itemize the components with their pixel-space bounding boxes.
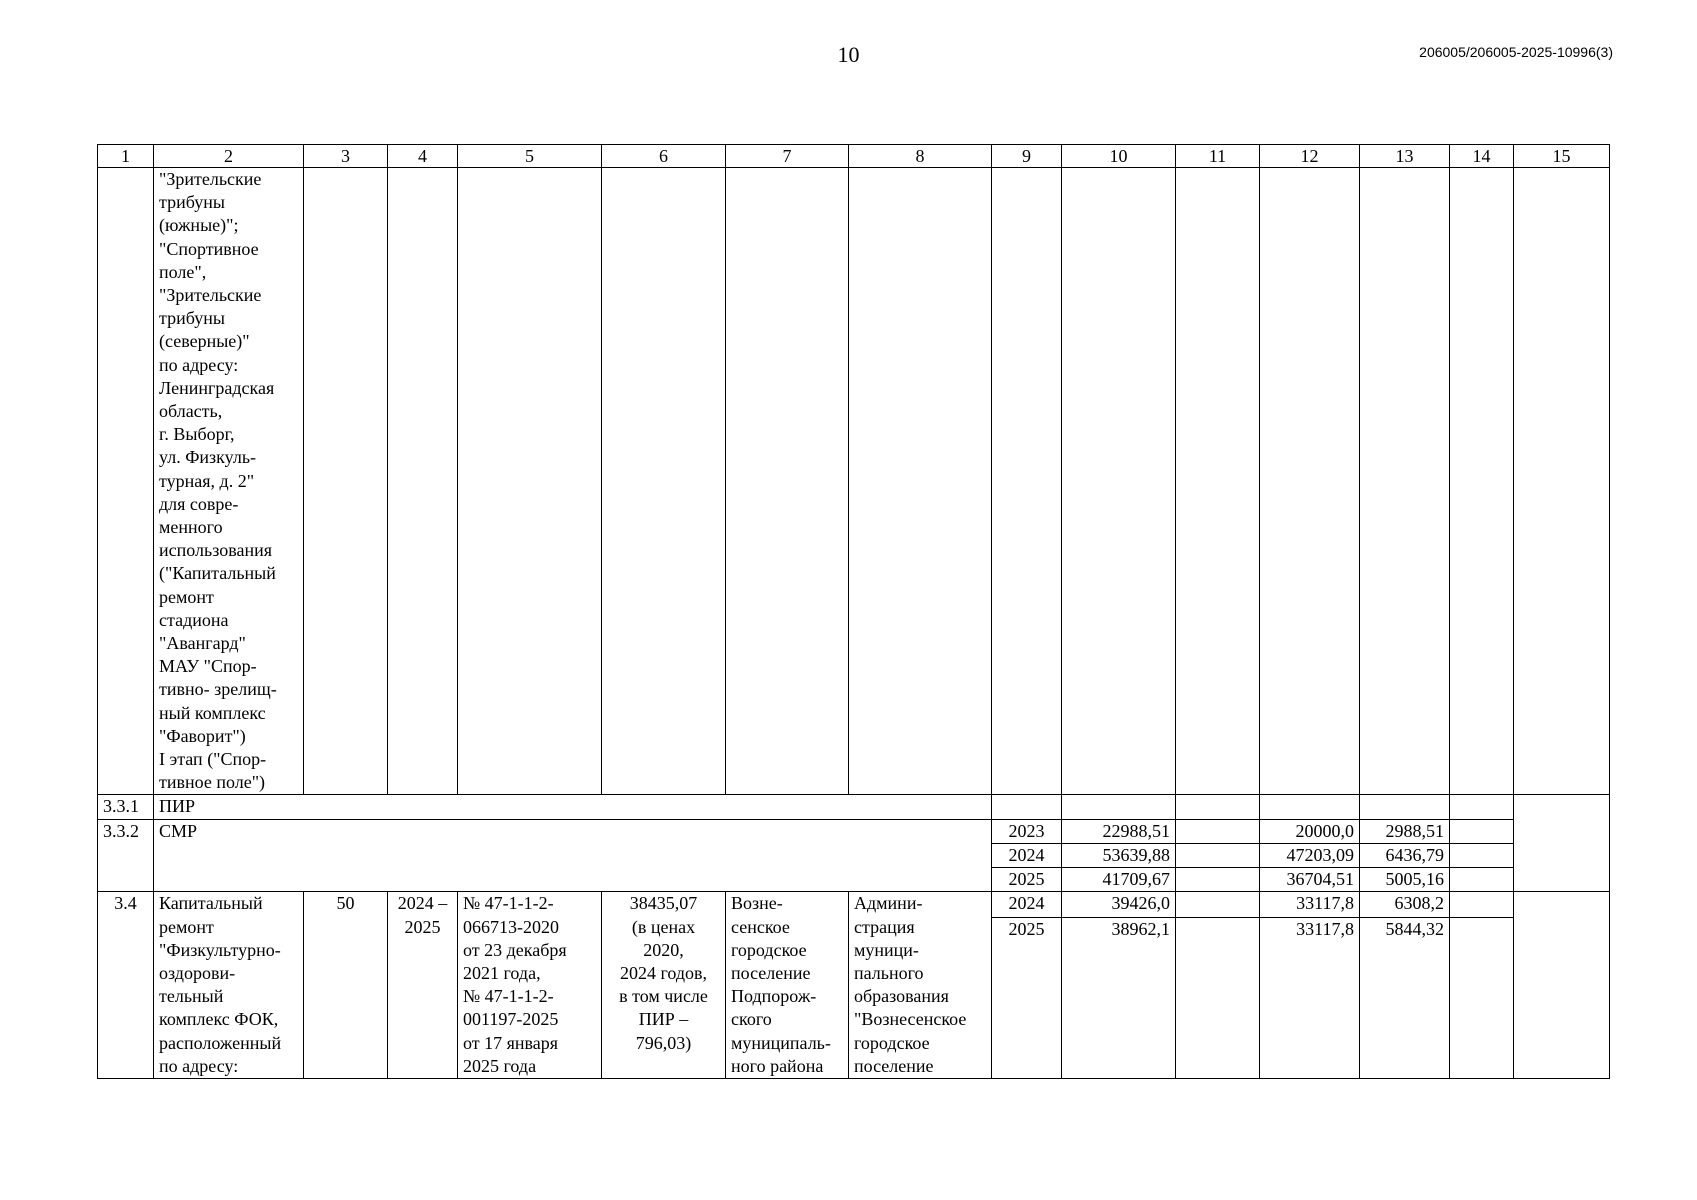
column-number: 2: [154, 145, 304, 168]
value-cell: [1176, 819, 1260, 843]
empty-cell: [849, 168, 992, 795]
value-cell: [1360, 795, 1450, 819]
table-row-331: [98, 795, 1610, 819]
empty-cell: [1514, 892, 1610, 1079]
column-number: 11: [1176, 145, 1260, 168]
column-number: 6: [602, 145, 726, 168]
object-name-cell: "Зрительские трибуны (южные)"; "Спортивное поле", "Зрительские трибуны (северные)" по адресу: Ленинградская область, г. Выборг, ул. Физкуль- турная, д. 2" для совре- менного использования ("Капитальный ремонт стадиона "Авангард" МАУ "Спор- тивно- зрелищ- ный комплекс "Фаворит") I этап ("Спор- тивное поле"): [154, 168, 304, 795]
value-cell-12: 36704,51: [1260, 868, 1360, 892]
empty-cell: [602, 168, 726, 795]
value-cell-3: 50: [304, 892, 388, 1079]
value-cell: [1450, 795, 1514, 819]
table-row-34-2024: [98, 892, 1610, 918]
column-number: 5: [458, 145, 602, 168]
row-number-cell: 3.4: [98, 892, 154, 1079]
empty-cell: [388, 168, 458, 795]
empty-cell: [1514, 168, 1610, 795]
empty-cell: [1514, 795, 1610, 892]
column-number: 9: [992, 145, 1062, 168]
column-number: 3: [304, 145, 388, 168]
year-cell: 2024: [992, 843, 1062, 867]
column-number: 15: [1514, 145, 1610, 168]
year-cell: 2025: [992, 868, 1062, 892]
empty-cell: [1360, 168, 1450, 795]
column-number: 10: [1062, 145, 1176, 168]
column-number: 13: [1360, 145, 1450, 168]
expertise-cell: № 47-1-1-2- 066713-2020 от 23 декабря 2021 года, № 47-1-1-2- 001197-2025 от 17 января 2025 года: [458, 892, 602, 1079]
total-value-cell: 38962,1: [1062, 917, 1176, 1078]
municipality-cell: Возне- сенское городское поселение Подпорож- ского муниципаль- ного района: [726, 892, 849, 1079]
table-row-object-continuation: [98, 168, 1610, 795]
total-value-cell: 41709,67: [1062, 868, 1176, 892]
value-cell-12: 47203,09: [1260, 843, 1360, 867]
document-id: 206005/206005-2025-10996(3): [1419, 44, 1613, 60]
value-cell: [1450, 892, 1514, 918]
total-value-cell: 22988,51: [1062, 819, 1176, 843]
column-number: 4: [388, 145, 458, 168]
row-number-cell: 3.3.1: [98, 795, 154, 819]
value-cell-13: 5005,16: [1360, 868, 1450, 892]
empty-cell: [726, 168, 849, 795]
empty-cell: [1450, 168, 1514, 795]
value-cell-13: 6436,79: [1360, 843, 1450, 867]
total-value-cell: 39426,0: [1062, 892, 1176, 918]
row-number-cell: 3.3.2: [98, 819, 154, 892]
value-cell: [1176, 892, 1260, 918]
column-number: 7: [726, 145, 849, 168]
column-number-row: [98, 145, 1610, 168]
value-cell-12: 20000,0: [1260, 819, 1360, 843]
program-table: [97, 144, 1610, 1079]
year-cell: 2023: [992, 819, 1062, 843]
value-cell-13: 5844,32: [1360, 917, 1450, 1078]
value-cell: [1176, 843, 1260, 867]
cost-cell: 38435,07 (в ценах 2020, 2024 годов, в том числе ПИР – 796,03): [602, 892, 726, 1079]
year-cell: 2025: [992, 917, 1062, 1078]
empty-cell: [1062, 168, 1176, 795]
row-number-cell: [98, 168, 154, 795]
value-cell-12: 33117,8: [1260, 892, 1360, 918]
table-row-332-2023: [98, 819, 1610, 843]
value-cell: [1450, 843, 1514, 867]
value-cell-12: 33117,8: [1260, 917, 1360, 1078]
page-number: 10: [837, 42, 860, 67]
empty-cell: [1260, 168, 1360, 795]
value-cell: [1450, 819, 1514, 843]
value-cell-13: 6308,2: [1360, 892, 1450, 918]
empty-cell: [992, 168, 1062, 795]
empty-cell: [458, 168, 602, 795]
value-cell: [1450, 868, 1514, 892]
value-cell: [1176, 795, 1260, 819]
year-cell: [992, 795, 1062, 819]
column-number: 1: [98, 145, 154, 168]
value-cell: [1450, 917, 1514, 1078]
value-cell: [1176, 917, 1260, 1078]
value-cell: [1062, 795, 1176, 819]
value-cell: [1260, 795, 1360, 819]
stage-label-cell: ПИР: [154, 795, 992, 819]
column-number: 8: [849, 145, 992, 168]
stage-label-cell: СМР: [154, 819, 992, 892]
value-cell: [1176, 868, 1260, 892]
empty-cell: [304, 168, 388, 795]
object-name-cell: Капитальный ремонт "Физкультурно- оздорови- тельный комплекс ФОК, расположенный по адресу:: [154, 892, 304, 1079]
period-cell: 2024 – 2025: [388, 892, 458, 1079]
column-number: 14: [1450, 145, 1514, 168]
total-value-cell: 53639,88: [1062, 843, 1176, 867]
column-number: 12: [1260, 145, 1360, 168]
year-cell: 2024: [992, 892, 1062, 918]
customer-cell: Админи- страция муници- пального образования "Вознесенское городское поселение: [849, 892, 992, 1079]
empty-cell: [1176, 168, 1260, 795]
value-cell-13: 2988,51: [1360, 819, 1450, 843]
